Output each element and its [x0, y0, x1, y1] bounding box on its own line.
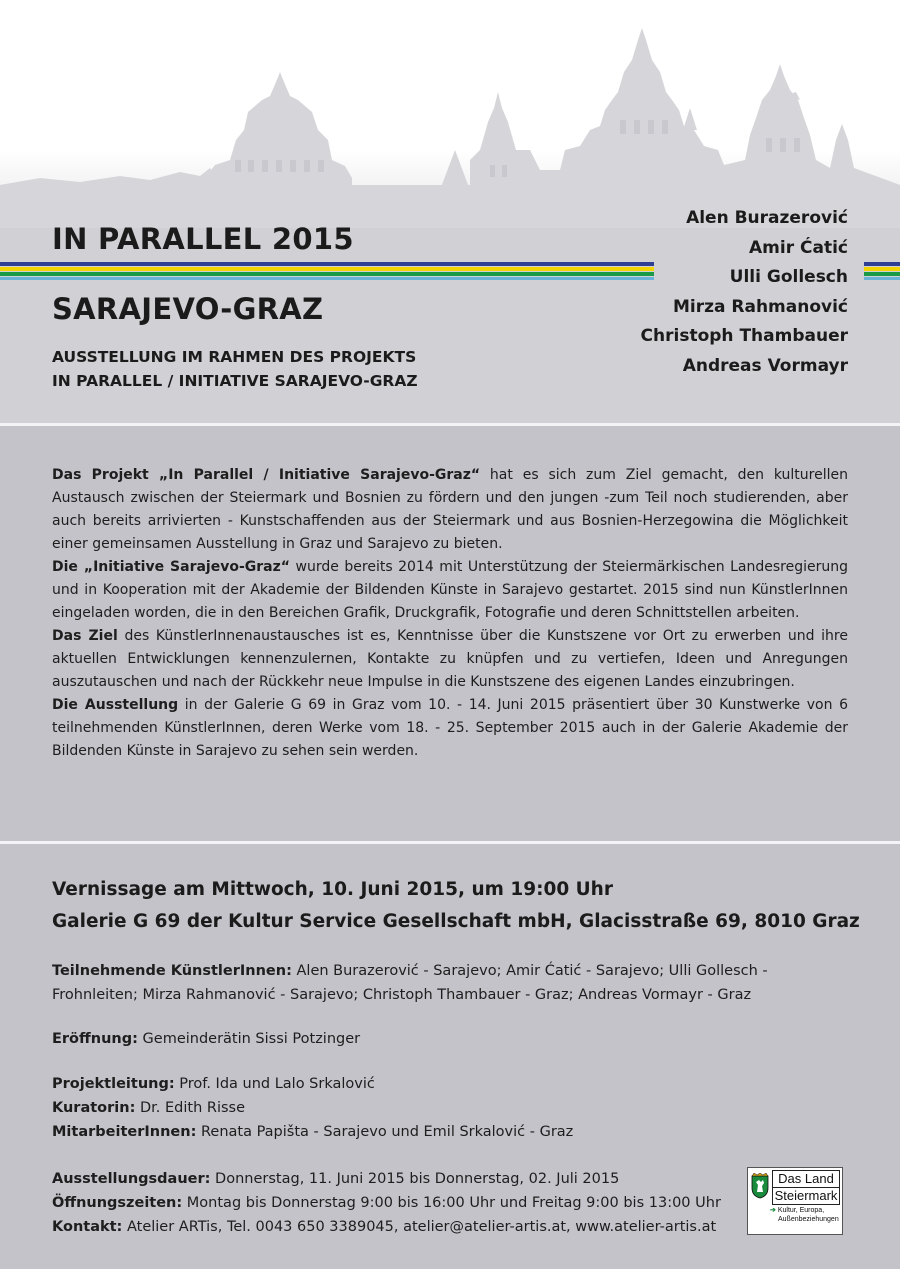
artist-name: Amir Ćatić	[749, 237, 848, 258]
arrow-right-icon: ➔	[770, 1207, 776, 1214]
paragraph-text: in der Galerie G 69 in Graz vom 10. - 14. Juni 2015 präsentiert über 30 Kunstwerke von 6 teilnehmenden KünstlerInnen, deren Werke vom 18. - 25. September 2015 auch in der Galerie Akademie der Bildenden Künste in Sarajevo zu sehen sein werden.	[52, 697, 848, 759]
department-line-2: Außenbeziehungen	[778, 1215, 839, 1223]
duration	[52, 1167, 852, 1191]
staff	[52, 1120, 852, 1144]
opening	[52, 1027, 852, 1051]
project-lead	[52, 1072, 852, 1096]
subtitle-line-1: AUSSTELLUNG IM RAHMEN DES PROJEKTS	[52, 348, 417, 366]
panther-crest-icon	[751, 1173, 769, 1199]
header-section	[0, 0, 900, 424]
info-label: Ausstellungsdauer:	[52, 1171, 211, 1187]
exhibition-details	[52, 1167, 852, 1239]
flag-stripe-left	[0, 262, 654, 282]
logo-label-2: Steiermark	[772, 1187, 840, 1205]
info-label: MitarbeiterInnen:	[52, 1124, 197, 1140]
paragraph-lead: Die Ausstellung	[52, 697, 179, 713]
info-label: Eröffnung:	[52, 1031, 138, 1047]
paragraph	[52, 625, 848, 694]
artist-name: Ulli Gollesch	[729, 267, 848, 287]
info-label: Öffnungszeiten:	[52, 1195, 183, 1211]
vernissage-date: Vernissage am Mittwoch, 10. Juni 2015, um 19:00 Uhr	[52, 879, 613, 900]
project-description	[52, 464, 848, 763]
flag-stripe-right	[864, 262, 900, 282]
info-label: Teilnehmende KünstlerInnen:	[52, 963, 292, 979]
paragraph-text: hat es sich zum Ziel gemacht, den kulturellen Austausch zwischen der Steiermark und Bosnien zu fördern und den jungen -zum Teil noch studierenden, aber auch bereits arrivierten - Kunstschaffenden aus der Steiermark und aus Bosnien-Herzegowina die Möglichkeit einer gemeinsamen Ausstellung in Graz und Sarajevo zu bieten.	[52, 467, 848, 552]
subtitle	[52, 345, 418, 393]
paragraph	[52, 556, 848, 625]
logo-department	[770, 1207, 842, 1224]
artist-name: Christoph Thambauer	[640, 326, 848, 346]
paragraph-lead: Das Projekt „In Parallel / Initiative Sarajevo-Graz“	[52, 467, 481, 483]
paragraph-text: wurde bereits 2014 mit Unterstützung der Steiermärkischen Landesregierung und in Kooperation mit der Akademie der Bildenden Künste in Sarajevo gestartet. 2015 sind nun KünstlerInnen eingeladen worden, die in den Bereichen Grafik, Druckgrafik, Fotografie und deren Schnittstellen arbeiten.	[52, 559, 849, 621]
artist-name: Alen Burazerović	[686, 208, 848, 228]
curator	[52, 1096, 852, 1120]
project-team	[52, 1072, 852, 1144]
opening-hours	[52, 1191, 852, 1215]
info-value: Atelier ARTis, Tel. 0043 650 3389045, atelier@atelier-artis.at, www.atelier-artis.at	[122, 1219, 717, 1235]
subtitle-line-2: IN PARALLEL / INITIATIVE SARAJEVO-GRAZ	[52, 372, 418, 390]
info-value: Montag bis Donnerstag 9:00 bis 16:00 Uhr und Freitag 9:00 bis 13:00 Uhr	[182, 1195, 721, 1211]
paragraph	[52, 464, 848, 556]
info-value: Prof. Ida und Lalo Srkalović	[174, 1076, 375, 1092]
info-value: Dr. Edith Risse	[135, 1100, 246, 1116]
participants	[52, 959, 852, 1007]
logo-label-1: Das Land	[772, 1170, 840, 1188]
artist-name: Mirza Rahmanović	[672, 296, 848, 317]
venue-address: Galerie G 69 der Kultur Service Gesellschaft mbH, Glacisstraße 69, 8010 Graz	[52, 911, 860, 932]
title-line-1: IN PARALLEL 2015	[52, 222, 354, 256]
info-label: Kontakt:	[52, 1219, 123, 1235]
steiermark-logo	[747, 1167, 843, 1235]
artist-name: Andreas Vormayr	[682, 355, 848, 376]
info-value: Renata Papišta - Sarajevo und Emil Srkalović - Graz	[196, 1124, 574, 1140]
paragraph	[52, 694, 848, 763]
paragraph-lead: Die „Initiative Sarajevo-Graz“	[52, 559, 290, 575]
info-value: Gemeinderätin Sissi Potzinger	[137, 1031, 361, 1047]
info-label: Projektleitung:	[52, 1076, 175, 1092]
department-line-1: Kultur, Europa,	[777, 1207, 825, 1214]
event-heading	[52, 874, 860, 938]
section-divider	[0, 841, 900, 844]
contact	[52, 1215, 852, 1239]
section-divider	[0, 423, 900, 426]
info-value: Alen Burazerović - Sarajevo; Amir Ćatić - Sarajevo; Ulli Gollesch - Frohnleiten; Mirza Rahmanović - Sarajevo; Christoph Thambauer - Graz; Andreas Vormayr - Graz	[52, 963, 768, 1003]
title-line-2: SARAJEVO-GRAZ	[52, 292, 324, 326]
artist-list	[641, 204, 848, 381]
paragraph-lead: Das Ziel	[52, 628, 118, 644]
paragraph-text: des KünstlerInnenaustausches ist es, Kenntnisse über die Kunstszene vor Ort zu erwerben und ihre aktuellen Entwicklungen kennenzulernen, Kontakte zu knüpfen und zu vertiefen, Ideen und Anregungen auszutauschen und nach der Rückkehr neue Impulse in die Kunstszene des eigenen Landes einzubringen.	[52, 628, 848, 690]
info-value: Donnerstag, 11. Juni 2015 bis Donnerstag, 02. Juli 2015	[210, 1171, 620, 1187]
info-label: Kuratorin:	[52, 1100, 136, 1116]
